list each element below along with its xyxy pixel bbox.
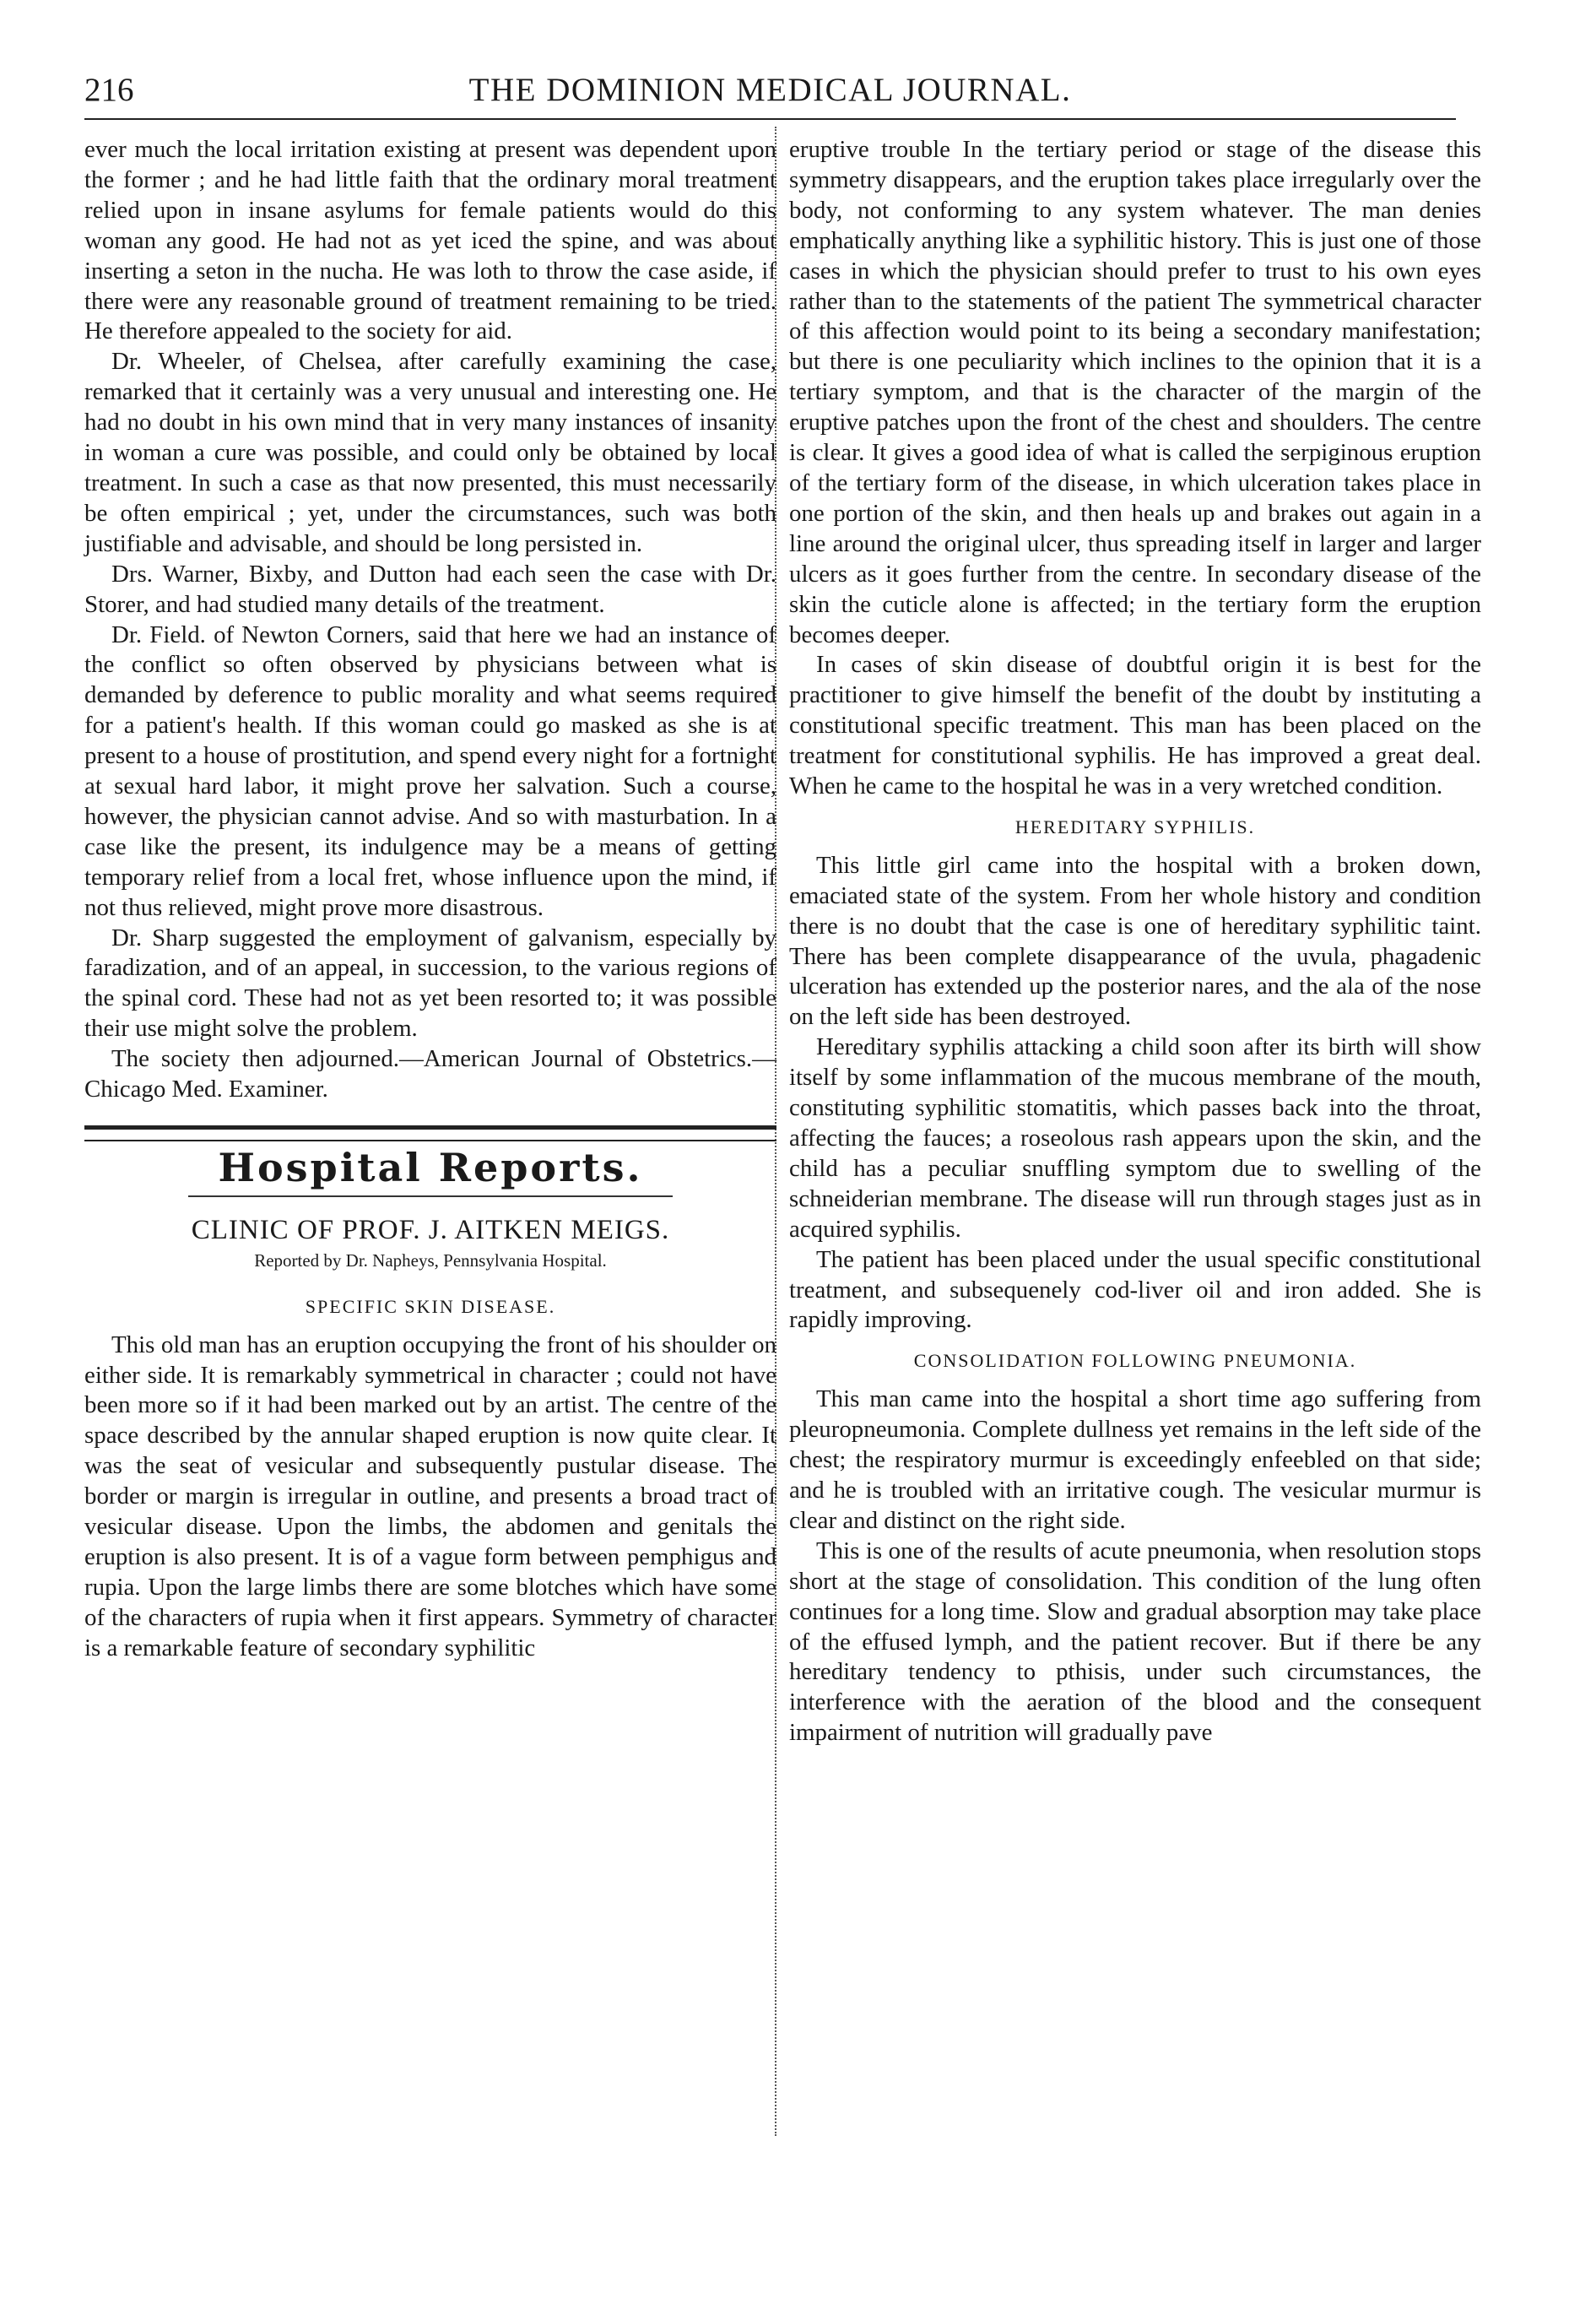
paragraph: Drs. Warner, Bixby, and Dutton had each seen the case with Dr. Storer, and had studied many details of the treatment. (84, 560, 776, 618)
left-column (84, 135, 776, 1664)
page-number: 216 (84, 72, 134, 108)
paragraph: This little girl came into the hospital with a broken down, emaciated state of the system. From her whole history and condition there is no doubt that the case is one of hereditary syphilitic taint. There has been complete disappearance of the uvula, phagadenic ulceration has extended up the posterior nares, and the ala of the nose on the left side has been destroyed. (789, 851, 1481, 1031)
paragraph: The patient has been placed under the usual specific constitutional treatment, and subsequenely cod-liver oil and iron added. She is rapidly improving. (789, 1245, 1481, 1334)
subheading: HEREDITARY SYPHILIS. (1014, 816, 1256, 837)
subheading: SPECIFIC SKIN DISEASE. (305, 1295, 556, 1317)
clinic-title: CLINIC OF PROF. J. AITKEN MEIGS. (191, 1214, 670, 1245)
paragraph: This old man has an eruption occupying the front of his shoulder on either side. It is remarkably symmetrical in character ; could not have been more so if it had been marked out by an artist. The centre of the space described by the annular shaped eruption is now quite clear. It was the seat of vesicular and subsequently pustular disease. The border or margin is irregular in outline, and presents a broad tract of vesicular disease. Upon the limbs, the abdomen and genitals the eruption is also present. It is of a vague form between pemphigus and rupia. Upon the large limbs there are some blotches which have some of the characters of rupia when it first appears. Symmetry of character is a remarkable feature of secondary syphilitic (84, 1331, 776, 1661)
paragraph: Dr. Sharp suggested the employment of galvanism, especially by faradization, and of an appeal, in succession, to the various regions of the spinal cord. These had not as yet been resorted to; it was possible their use might solve the problem. (84, 924, 776, 1043)
paragraph: In cases of skin disease of doubtful origin it is best for the practitioner to give himself the benefit of the doubt by instituting a constitutional specific treatment. This man has been placed on the treatment for constitutional syphilis. He has improved a great deal. When he came to the hospital he was in a very wretched condition. (789, 651, 1481, 800)
right-column (789, 135, 1481, 1748)
paragraph: eruptive trouble In the tertiary period or stage of the disease this symmetry disappears, and the eruption takes place irregularly over the body, not conforming to any system whatever. The man denies emphatically anything like a syphilitic history. This is just one of those cases in which the physician should prefer to trust to his own eyes rather than to the statements of the patient The symmetrical character of this affection would point to its being a secondary manifestation; but there is one peculiarity which inclines to the opinion that it is a tertiary symptom, and that is the character of the margin of the eruptive patches upon the front of the chest and shoulders. The centre is clear. It gives a good idea of what is called the serpiginous eruption of the tertiary form of the disease, in which ulceration takes place in one portion of the skin, and then heals up and brakes out again in a line around the original ulcer, thus spreading itself in larger and larger ulcers as it goes further from the centre. In secondary disease of the skin the cuticle alone is affected; in the tertiary form the eruption becomes deeper. (789, 136, 1481, 648)
section-heading: Hospital Reports. (218, 1145, 643, 1190)
paragraph: This is one of the results of acute pneumonia, when resolution stops short at the stage of consolidation. This condition of the lung often continues for a long time. Slow and gradual absorption may take place of the effused lymph, and the patient recover. But if there be any hereditary tendency to pthisis, under such circumstances, the interference with the aeration of the blood and the consequent impairment of nutrition will gradually pave (789, 1537, 1481, 1747)
paragraph: Dr. Field. of Newton Corners, said that here we had an instance of the conflict so often observed by physicians between what is demanded by deference to public morality and what seems required for a patient's health. If this woman could go masked as she is at present to a house of prostitution, and spend every night for a fortnight at sexual hard labor, it might prove her salvation. Such a course, however, the physician cannot advise. And so with masturbation. In a case like the present, its indulgence may be a means of getting temporary relief from a local fret, whose influence upon the mind, if not thus relieved, might prove more disastrous. (84, 621, 776, 921)
paragraph: Dr. Wheeler, of Chelsea, after carefully examining the case, remarked that it certainly was a very unusual and interesting one. He had no doubt in his own mind that in very many instances of insanity in woman a cure was possible, and could only be obtained by local treatment. In such a case as that now presented, this must necessarily be often empirical ; yet, under the circumstances, such was both justifiable and advisable, and should be long persisted in. (84, 348, 776, 557)
subheading: CONSOLIDATION FOLLOWING PNEUMONIA. (913, 1350, 1357, 1372)
journal-title: THE DOMINION MEDICAL JOURNAL. (468, 72, 1072, 108)
paragraph: The society then adjourned.—American Journal of Obstetrics.—Chicago Med. Examiner. (84, 1045, 776, 1103)
header-rule (84, 118, 1456, 120)
paragraph: This man came into the hospital a short time ago suffering from pleuropneumonia. Complete dullness yet remains in the left side of the chest; the respiratory murmur is exceedingly enfeebled on that side; and he is troubled with an irritative cough. The vesicular murmur is clear and distinct on the right side. (789, 1385, 1481, 1534)
paragraph: ever much the local irritation existing at present was dependent upon the former ; and he had little faith that the ordinary moral treatment relied upon in insane asylums for female patients would do this woman any good. He had not as yet iced the spine, and was about inserting a seton in the nucha. He was loth to throw the case aside, if there were any reasonable ground of treatment remaining to be tried. He therefore appealed to the society for aid. (84, 136, 776, 345)
section-rule (84, 1125, 776, 1141)
heading-rule (188, 1195, 673, 1197)
reported-by: Reported by Dr. Napheys, Pennsylvania Hospital. (254, 1249, 607, 1271)
page-header (84, 66, 1456, 108)
paragraph: Hereditary syphilis attacking a child soon after its birth will show itself by some inflammation of the mucous membrane of the mouth, constituting syphilitic stomatitis, which passes back into the throat, affecting the fauces; a roseolous rash appears upon the skin, and the child has a peculiar snuffling symptom due to swelling of the schneiderian membrane. The disease will run through stages just as in acquired syphilis. (789, 1033, 1481, 1243)
